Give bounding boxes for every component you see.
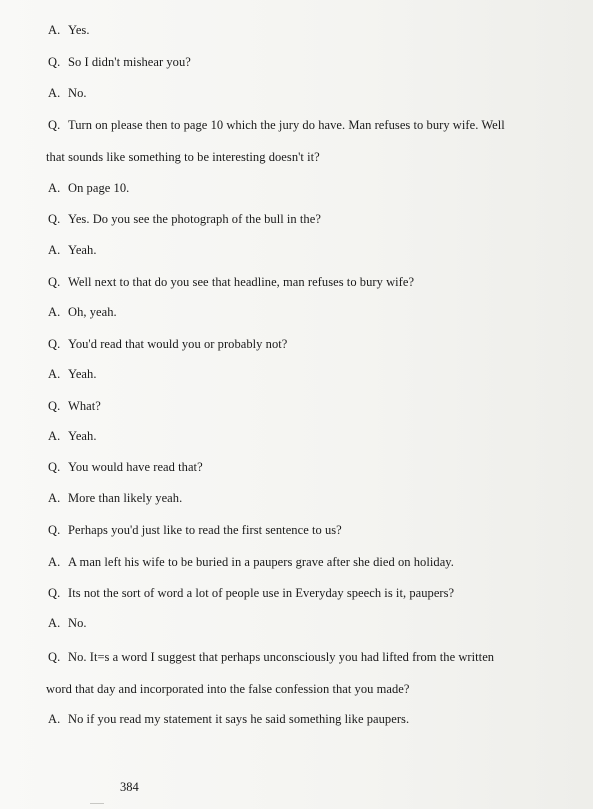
line-text: that sounds like something to be interesting doesn't it?: [46, 150, 320, 164]
transcript-line: [48, 22, 90, 38]
speaker-label: A.: [48, 429, 61, 443]
line-text: On page 10.: [68, 181, 130, 195]
line-text: Well next to that do you see that headline, man refuses to bury wife?: [68, 275, 415, 289]
speaker-label: A.: [48, 243, 61, 257]
transcript-line: [48, 242, 97, 258]
line-text: Oh, yeah.: [68, 305, 117, 319]
line-text: word that day and incorporated into the false confession that you made?: [46, 682, 410, 696]
line-text: No if you read my statement it says he said something like paupers.: [68, 712, 410, 726]
transcript-line: [48, 554, 454, 570]
speaker-label: A.: [48, 555, 61, 569]
transcript-line: [48, 304, 117, 320]
line-text: Yes. Do you see the photograph of the bull in the?: [68, 212, 321, 226]
line-text: No.: [68, 86, 87, 100]
speaker-label: Q.: [48, 212, 61, 226]
speaker-label: Q.: [48, 118, 61, 132]
speaker-label: Q.: [48, 523, 61, 537]
transcript-line: [48, 585, 454, 601]
scan-artifact: [90, 803, 104, 804]
transcript-line: [48, 180, 129, 196]
speaker-label: Q.: [48, 586, 61, 600]
transcript-line: [48, 649, 494, 665]
speaker-label: A.: [48, 367, 61, 381]
speaker-label: A.: [48, 305, 61, 319]
transcript-line: [48, 459, 203, 475]
line-text: More than likely yeah.: [68, 491, 183, 505]
speaker-label: A.: [48, 181, 61, 195]
transcript-line: [48, 336, 287, 352]
transcript-line: [48, 85, 87, 101]
transcript-line: [48, 117, 505, 133]
transcript-line: [48, 711, 409, 727]
speaker-label: A.: [48, 616, 61, 630]
transcript-line: [48, 398, 101, 414]
speaker-label: Q.: [48, 399, 61, 413]
speaker-label: Q.: [48, 337, 61, 351]
transcript-line: [48, 490, 182, 506]
line-text: Yes.: [68, 23, 90, 37]
transcript-line: [48, 274, 414, 290]
line-text: Yeah.: [68, 367, 97, 381]
line-text: Turn on please then to page 10 which the jury do have. Man refuses to bury wife. Well: [68, 118, 505, 132]
line-text: Yeah.: [68, 243, 97, 257]
line-text: No.: [68, 616, 87, 630]
line-text: Perhaps you'd just like to read the first sentence to us?: [68, 523, 342, 537]
page-number: 384: [120, 780, 139, 794]
speaker-label: Q.: [48, 55, 61, 69]
speaker-label: Q.: [48, 650, 61, 664]
speaker-label: A.: [48, 23, 61, 37]
line-text: You'd read that would you or probably not?: [68, 337, 288, 351]
speaker-label: A.: [48, 86, 61, 100]
transcript-line: [48, 54, 191, 70]
transcript-line-continuation: [46, 149, 320, 165]
line-text: So I didn't mishear you?: [68, 55, 191, 69]
speaker-label: A.: [48, 712, 61, 726]
transcript-line: [48, 366, 97, 382]
transcript-line: [48, 211, 321, 227]
line-text: Its not the sort of word a lot of people use in Everyday speech is it, paupers?: [68, 586, 455, 600]
line-text: A man left his wife to be buried in a paupers grave after she died on holiday.: [68, 555, 454, 569]
transcript-line: [48, 428, 97, 444]
line-text: You would have read that?: [68, 460, 203, 474]
speaker-label: Q.: [48, 460, 61, 474]
transcript-line: [48, 615, 87, 631]
speaker-label: Q.: [48, 275, 61, 289]
speaker-label: A.: [48, 491, 61, 505]
transcript-line-continuation: [46, 681, 410, 697]
line-text: No. It=s a word I suggest that perhaps unconsciously you had lifted from the written: [68, 650, 495, 664]
line-text: What?: [68, 399, 101, 413]
transcript-line: [48, 522, 342, 538]
line-text: Yeah.: [68, 429, 97, 443]
